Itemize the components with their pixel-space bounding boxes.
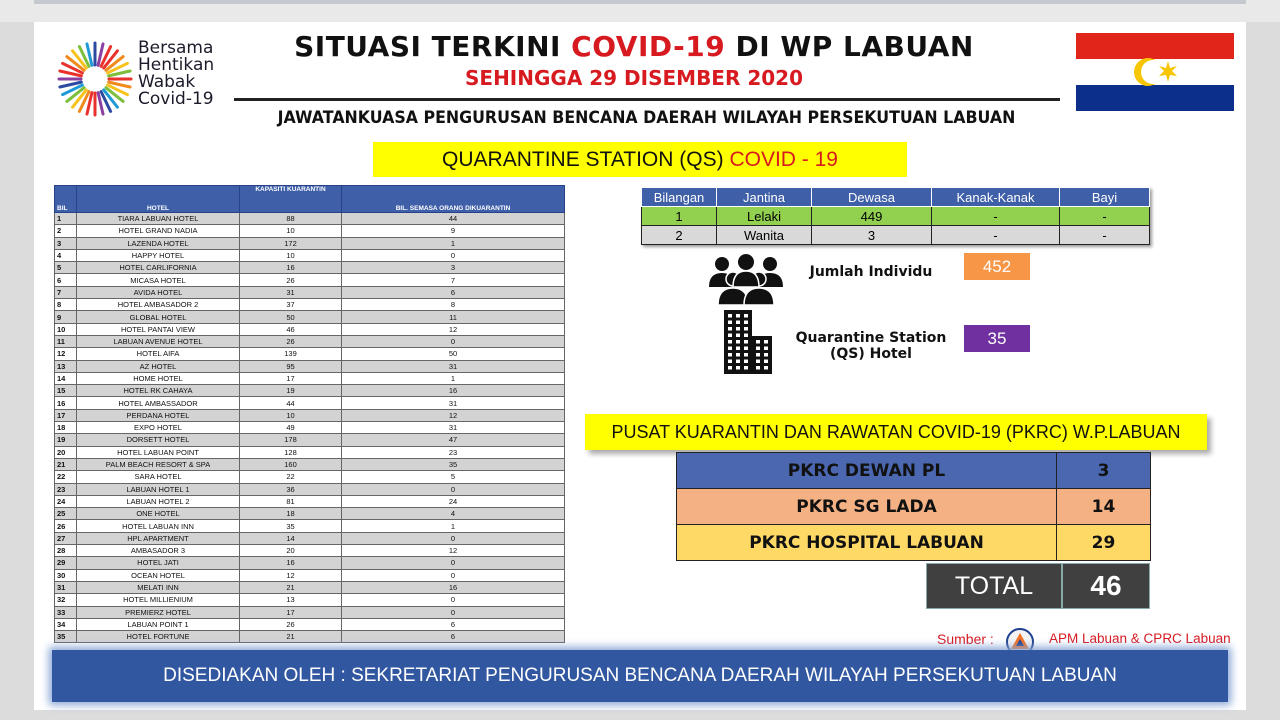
cell-capacity: 16 bbox=[240, 262, 342, 274]
cell-capacity: 35 bbox=[240, 520, 342, 532]
cell-capacity: 46 bbox=[240, 323, 342, 335]
cell-bil: 22 bbox=[55, 471, 77, 483]
table-row bbox=[55, 372, 565, 384]
table-row bbox=[55, 471, 565, 483]
table-row bbox=[55, 385, 565, 397]
hotel-quarantine-table bbox=[54, 185, 565, 643]
cell-capacity: 18 bbox=[240, 508, 342, 520]
cell-hotel: HOTEL PANTAI VIEW bbox=[77, 323, 240, 335]
cell-bil: 33 bbox=[55, 606, 77, 618]
cell: 1 bbox=[642, 207, 717, 226]
qs-hotel-value: 35 bbox=[964, 325, 1030, 352]
table-row bbox=[55, 409, 565, 421]
table-row bbox=[55, 311, 565, 323]
cell-hotel: HOTEL AMBASSADOR bbox=[77, 397, 240, 409]
cell-bil: 34 bbox=[55, 618, 77, 630]
cell-current: 6 bbox=[342, 631, 565, 643]
infographic-page bbox=[34, 22, 1246, 710]
qs-banner-covid: COVID - 19 bbox=[729, 148, 838, 171]
cell-bil: 31 bbox=[55, 581, 77, 593]
cell-current: 0 bbox=[342, 532, 565, 544]
cell-current: 31 bbox=[342, 397, 565, 409]
cell-hotel: HOTEL LABUAN POINT bbox=[77, 446, 240, 458]
cell-capacity: 128 bbox=[240, 446, 342, 458]
cell-hotel: HOTEL RK CAHAYA bbox=[77, 385, 240, 397]
cell-capacity: 19 bbox=[240, 385, 342, 397]
cell-capacity: 10 bbox=[240, 249, 342, 261]
cell-bil: 30 bbox=[55, 569, 77, 581]
cell-current: 7 bbox=[342, 274, 565, 286]
cell-bil: 21 bbox=[55, 458, 77, 470]
cell-current: 23 bbox=[342, 446, 565, 458]
col-header-bayi: Bayi bbox=[1060, 188, 1150, 207]
cell: Lelaki bbox=[717, 207, 812, 226]
cell-capacity: 88 bbox=[240, 213, 342, 225]
table-row bbox=[55, 483, 565, 495]
cell-current: 0 bbox=[342, 249, 565, 261]
col-header-capacity: KAPASITI KUARANTIN bbox=[240, 186, 342, 213]
cell-current: 24 bbox=[342, 495, 565, 507]
cell-hotel: HOTEL LABUAN INN bbox=[77, 520, 240, 532]
logo-line: Hentikan bbox=[138, 55, 215, 75]
table-row bbox=[55, 225, 565, 237]
cell-hotel: MELATI INN bbox=[77, 581, 240, 593]
cell-capacity: 36 bbox=[240, 483, 342, 495]
hotel-table-body bbox=[55, 213, 565, 643]
cell-bil: 14 bbox=[55, 372, 77, 384]
cell-capacity: 10 bbox=[240, 409, 342, 421]
title-divider bbox=[234, 98, 1060, 101]
table-row bbox=[55, 446, 565, 458]
col-header-kanak: Kanak-Kanak bbox=[932, 188, 1060, 207]
cell-capacity: 26 bbox=[240, 274, 342, 286]
cell-current: 1 bbox=[342, 372, 565, 384]
cell-capacity: 21 bbox=[240, 581, 342, 593]
cell-bil: 15 bbox=[55, 385, 77, 397]
logo-text bbox=[138, 40, 214, 108]
pkrc-value: 14 bbox=[1057, 489, 1151, 525]
cell-capacity: 26 bbox=[240, 335, 342, 347]
cell-bil: 29 bbox=[55, 557, 77, 569]
col-header-current: BIL. SEMASA ORANG DIKUARANTIN bbox=[342, 186, 565, 213]
cell-hotel: HOTEL JATI bbox=[77, 557, 240, 569]
cell-hotel: MICASA HOTEL bbox=[77, 274, 240, 286]
cell-bil: 10 bbox=[55, 323, 77, 335]
cell: - bbox=[1060, 207, 1150, 226]
cell-capacity: 20 bbox=[240, 545, 342, 557]
cell-current: 5 bbox=[342, 471, 565, 483]
pkrc-name: PKRC DEWAN PL bbox=[677, 453, 1057, 489]
cell-hotel: HOTEL AMBASADOR 2 bbox=[77, 299, 240, 311]
cell-bil: 19 bbox=[55, 434, 77, 446]
cell-bil: 5 bbox=[55, 262, 77, 274]
cell-current: 1 bbox=[342, 237, 565, 249]
cell-capacity: 13 bbox=[240, 594, 342, 606]
cell-current: 50 bbox=[342, 348, 565, 360]
cell-hotel: HOTEL MILLIENIUM bbox=[77, 594, 240, 606]
source-label: Sumber : bbox=[937, 631, 994, 647]
cell-current: 35 bbox=[342, 458, 565, 470]
cell-bil: 16 bbox=[55, 397, 77, 409]
pkrc-row bbox=[677, 453, 1151, 489]
building-icon bbox=[722, 304, 774, 374]
source-value: APM Labuan & CPRC Labuan bbox=[1049, 631, 1231, 646]
cell-current: 9 bbox=[342, 225, 565, 237]
cell-current: 47 bbox=[342, 434, 565, 446]
logo-line: Covid-19 bbox=[138, 89, 214, 109]
cell-bil: 12 bbox=[55, 348, 77, 360]
jumlah-individu-label: Jumlah Individu bbox=[809, 264, 933, 280]
cell-current: 12 bbox=[342, 323, 565, 335]
cell-bil: 6 bbox=[55, 274, 77, 286]
cell-bil: 28 bbox=[55, 545, 77, 557]
table-row bbox=[55, 508, 565, 520]
total-label: TOTAL bbox=[926, 563, 1062, 609]
cell-current: 8 bbox=[342, 299, 565, 311]
cell-hotel: HOTEL FORTUNE bbox=[77, 631, 240, 643]
table-row bbox=[55, 631, 565, 643]
title-part: DI WP LABUAN bbox=[725, 30, 974, 63]
table-row bbox=[55, 360, 565, 372]
cell-hotel: AVIDA HOTEL bbox=[77, 286, 240, 298]
cell-hotel: LABUAN HOTEL 2 bbox=[77, 495, 240, 507]
cell-capacity: 178 bbox=[240, 434, 342, 446]
cell-current: 11 bbox=[342, 311, 565, 323]
cell-capacity: 31 bbox=[240, 286, 342, 298]
cell-capacity: 10 bbox=[240, 225, 342, 237]
cell-current: 44 bbox=[342, 213, 565, 225]
pkrc-banner: PUSAT KUARANTIN DAN RAWATAN COVID-19 (PKRC) W.P.LABUAN bbox=[585, 414, 1207, 450]
title-covid: COVID-19 bbox=[571, 30, 726, 63]
cell-hotel: LABUAN AVENUE HOTEL bbox=[77, 335, 240, 347]
cell: 449 bbox=[812, 207, 932, 226]
cell-hotel: LAZENDA HOTEL bbox=[77, 237, 240, 249]
cell-capacity: 139 bbox=[240, 348, 342, 360]
cell-capacity: 95 bbox=[240, 360, 342, 372]
cell-bil: 9 bbox=[55, 311, 77, 323]
qs-banner-text: QUARANTINE STATION (QS) bbox=[442, 148, 730, 171]
cell-bil: 25 bbox=[55, 508, 77, 520]
cell-bil: 23 bbox=[55, 483, 77, 495]
table-row bbox=[55, 422, 565, 434]
col-header-dewasa: Dewasa bbox=[812, 188, 932, 207]
qs-banner bbox=[373, 142, 907, 177]
cell: 3 bbox=[812, 226, 932, 245]
col-header-bilangan: Bilangan bbox=[642, 188, 717, 207]
bersama-hentikan-logo bbox=[54, 38, 244, 118]
cell-current: 6 bbox=[342, 618, 565, 630]
top-rule bbox=[34, 0, 1246, 4]
cell-bil: 32 bbox=[55, 594, 77, 606]
cell-capacity: 21 bbox=[240, 631, 342, 643]
date-subtitle: SEHINGGA 29 DISEMBER 2020 bbox=[465, 66, 803, 90]
cell: Wanita bbox=[717, 226, 812, 245]
malaysia-flag-icon bbox=[1076, 33, 1234, 111]
cell-hotel: AZ HOTEL bbox=[77, 360, 240, 372]
qs-hotel-label bbox=[786, 330, 956, 362]
cell-hotel: HOTEL AIFA bbox=[77, 348, 240, 360]
cell-bil: 3 bbox=[55, 237, 77, 249]
cell: - bbox=[932, 226, 1060, 245]
cell-hotel: TIARA LABUAN HOTEL bbox=[77, 213, 240, 225]
cell-current: 0 bbox=[342, 569, 565, 581]
cell-hotel: HPL APARTMENT bbox=[77, 532, 240, 544]
cell-bil: 8 bbox=[55, 299, 77, 311]
cell-current: 12 bbox=[342, 409, 565, 421]
page-title bbox=[234, 30, 1034, 63]
cell-bil: 11 bbox=[55, 335, 77, 347]
cell-capacity: 17 bbox=[240, 606, 342, 618]
cell: - bbox=[932, 207, 1060, 226]
table-row bbox=[55, 286, 565, 298]
table-row bbox=[55, 495, 565, 507]
cell-bil: 18 bbox=[55, 422, 77, 434]
table-row bbox=[55, 594, 565, 606]
table-row bbox=[642, 207, 1150, 226]
table-row bbox=[55, 458, 565, 470]
logo-line: Wabak bbox=[138, 72, 196, 92]
cell-current: 4 bbox=[342, 508, 565, 520]
covid-logo-icon bbox=[54, 38, 136, 120]
committee-title: JAWATANKUASA PENGURUSAN BENCANA DAERAH WILAYAH PERSEKUTUAN LABUAN bbox=[277, 108, 1016, 128]
table-row bbox=[55, 520, 565, 532]
table-row bbox=[55, 274, 565, 286]
cell-current: 31 bbox=[342, 422, 565, 434]
jumlah-individu-value: 452 bbox=[964, 253, 1030, 280]
cell-capacity: 17 bbox=[240, 372, 342, 384]
col-header-bil: BIL bbox=[55, 186, 77, 213]
cell-bil: 20 bbox=[55, 446, 77, 458]
cell-hotel: GLOBAL HOTEL bbox=[77, 311, 240, 323]
cell-current: 1 bbox=[342, 520, 565, 532]
table-row bbox=[55, 335, 565, 347]
cell-bil: 17 bbox=[55, 409, 77, 421]
pkrc-table bbox=[676, 452, 1151, 561]
cell-capacity: 37 bbox=[240, 299, 342, 311]
cell-capacity: 172 bbox=[240, 237, 342, 249]
logo-line: Bersama bbox=[138, 38, 214, 58]
cell-bil: 1 bbox=[55, 213, 77, 225]
cell-bil: 13 bbox=[55, 360, 77, 372]
cell-hotel: LABUAN POINT 1 bbox=[77, 618, 240, 630]
cell-bil: 24 bbox=[55, 495, 77, 507]
cell-hotel: EXPO HOTEL bbox=[77, 422, 240, 434]
table-row bbox=[55, 618, 565, 630]
cell-hotel: ONE HOTEL bbox=[77, 508, 240, 520]
cell-hotel: LABUAN HOTEL 1 bbox=[77, 483, 240, 495]
cell-hotel: HOTEL CARLIFORNIA bbox=[77, 262, 240, 274]
total-value: 46 bbox=[1062, 563, 1150, 609]
pkrc-name: PKRC HOSPITAL LABUAN bbox=[677, 525, 1057, 561]
col-header-hotel: HOTEL bbox=[77, 186, 240, 213]
cell-current: 6 bbox=[342, 286, 565, 298]
cell-bil: 26 bbox=[55, 520, 77, 532]
cell-current: 0 bbox=[342, 606, 565, 618]
table-row bbox=[55, 323, 565, 335]
table-row bbox=[55, 545, 565, 557]
cell-current: 0 bbox=[342, 557, 565, 569]
cell-capacity: 81 bbox=[240, 495, 342, 507]
cell-current: 16 bbox=[342, 385, 565, 397]
cell-capacity: 50 bbox=[240, 311, 342, 323]
cell-current: 0 bbox=[342, 594, 565, 606]
cell-hotel: PERDANA HOTEL bbox=[77, 409, 240, 421]
cell-bil: 35 bbox=[55, 631, 77, 643]
cell-bil: 4 bbox=[55, 249, 77, 261]
table-row bbox=[55, 397, 565, 409]
cell-bil: 27 bbox=[55, 532, 77, 544]
cell-capacity: 44 bbox=[240, 397, 342, 409]
cell-hotel: PALM BEACH RESORT & SPA bbox=[77, 458, 240, 470]
table-row bbox=[55, 557, 565, 569]
cell-hotel: AMBASADOR 3 bbox=[77, 545, 240, 557]
table-row bbox=[55, 237, 565, 249]
cell-hotel: HOME HOTEL bbox=[77, 372, 240, 384]
qs-hotel-label-line: (QS) Hotel bbox=[830, 346, 912, 362]
cell-hotel: DORSETT HOTEL bbox=[77, 434, 240, 446]
pkrc-value: 3 bbox=[1057, 453, 1151, 489]
people-group-icon bbox=[706, 253, 786, 307]
footer-banner: DISEDIAKAN OLEH : SEKRETARIAT PENGURUSAN BENCANA DAERAH WILAYAH PERSEKUTUAN LABUAN bbox=[52, 650, 1228, 702]
cell-capacity: 26 bbox=[240, 618, 342, 630]
cell-capacity: 14 bbox=[240, 532, 342, 544]
cell: 2 bbox=[642, 226, 717, 245]
table-row bbox=[642, 226, 1150, 245]
table-row bbox=[55, 569, 565, 581]
table-row bbox=[55, 348, 565, 360]
cell-current: 12 bbox=[342, 545, 565, 557]
table-row bbox=[55, 262, 565, 274]
cell-hotel: HAPPY HOTEL bbox=[77, 249, 240, 261]
cell-capacity: 12 bbox=[240, 569, 342, 581]
cell-hotel: SARA HOTEL bbox=[77, 471, 240, 483]
cell: - bbox=[1060, 226, 1150, 245]
pkrc-row bbox=[677, 525, 1151, 561]
cell-bil: 2 bbox=[55, 225, 77, 237]
table-row bbox=[55, 606, 565, 618]
title-part: SITUASI TERKINI bbox=[294, 30, 572, 63]
col-header-jantina: Jantina bbox=[717, 188, 812, 207]
cell-capacity: 16 bbox=[240, 557, 342, 569]
pkrc-name: PKRC SG LADA bbox=[677, 489, 1057, 525]
cell-current: 31 bbox=[342, 360, 565, 372]
cell-current: 0 bbox=[342, 335, 565, 347]
gender-breakdown-table bbox=[641, 187, 1150, 245]
table-row bbox=[55, 249, 565, 261]
cell-capacity: 160 bbox=[240, 458, 342, 470]
cell-hotel: HOTEL GRAND NADIA bbox=[77, 225, 240, 237]
cell-capacity: 22 bbox=[240, 471, 342, 483]
cell-current: 16 bbox=[342, 581, 565, 593]
cell-hotel: OCEAN HOTEL bbox=[77, 569, 240, 581]
pkrc-row bbox=[677, 489, 1151, 525]
pkrc-value: 29 bbox=[1057, 525, 1151, 561]
cell-hotel: PREMIERZ HOTEL bbox=[77, 606, 240, 618]
qs-hotel-label-line: Quarantine Station bbox=[795, 330, 947, 346]
table-row bbox=[55, 213, 565, 225]
cell-current: 0 bbox=[342, 483, 565, 495]
cell-current: 3 bbox=[342, 262, 565, 274]
table-row bbox=[55, 581, 565, 593]
top-band bbox=[0, 0, 1280, 22]
table-row bbox=[55, 299, 565, 311]
table-row bbox=[55, 532, 565, 544]
cell-bil: 7 bbox=[55, 286, 77, 298]
cell-capacity: 49 bbox=[240, 422, 342, 434]
table-row bbox=[55, 434, 565, 446]
